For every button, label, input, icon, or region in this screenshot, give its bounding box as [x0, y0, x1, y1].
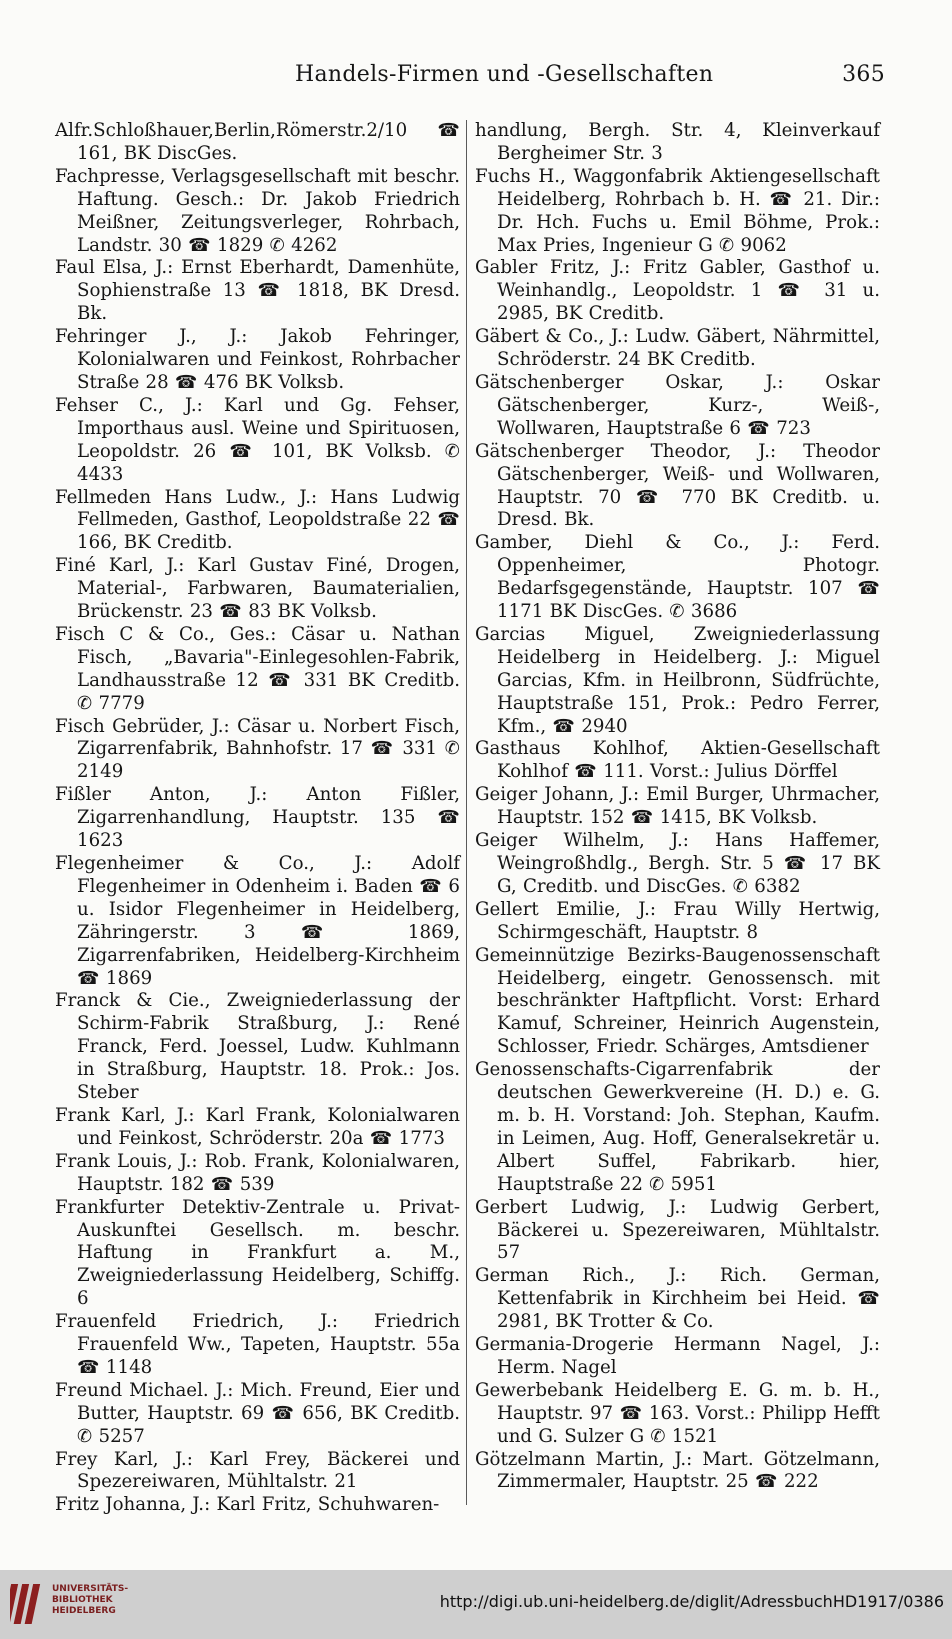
running-header: [55, 62, 885, 96]
directory-entry: Fuchs H., Waggonfabrik Aktiengesellschaft Heidelberg, Rohrbach b. H. ☎ 21. Dir.: Dr. Hch. Fuchs u. Emil Böhme, Prok.: Max Pries, Ingenieur G ✆ 9062: [475, 165, 880, 256]
directory-entry: Götzelmann Martin, J.: Mart. Götzelmann, Zimmermaler, Hauptstr. 25 ☎ 222: [475, 1448, 880, 1493]
page-title: Handels-Firmen und -Gesellschaften: [295, 62, 714, 87]
directory-entry: Finé Karl, J.: Karl Gustav Finé, Drogen, Material-, Farbwaren, Baumaterialien, Brückenstr. 23 ☎ 83 BK Volksb.: [55, 555, 460, 623]
directory-entry: Alfr.Schloßhauer,Berlin,Römerstr.2/10 ☎ 161, BK DiscGes.: [55, 120, 460, 164]
directory-entry: Gätschenberger Oskar, J.: Oskar Gätschenberger, Kurz-, Weiß-, Wollwaren, Hauptstraße 6 ☎ 723: [475, 371, 880, 439]
page-number: 365: [842, 62, 885, 87]
directory-entry: Fachpresse, Verlagsgesellschaft mit beschr. Haftung. Gesch.: Dr. Jakob Friedrich Meißner, Zeitungsverleger, Rohrbach, Landstr. 30 ☎ 1829 ✆ 4262: [55, 165, 460, 256]
directory-entry: Frey Karl, J.: Karl Frey, Bäckerei und Spezereiwaren, Mühltalstr. 21: [55, 1448, 460, 1493]
directory-entry: Frankfurter Detektiv-Zentrale u. Privat-Auskunftei Gesellsch. m. beschr. Haftung in Frankfurt a. M., Zweigniederlassung Heidelberg, Schiffg. 6: [55, 1196, 460, 1310]
directory-entry: Fehringer J., J.: Jakob Fehringer, Kolonialwaren und Feinkost, Rohrbacher Straße 28 ☎ 476 BK Volksb.: [55, 326, 460, 393]
source-url-link[interactable]: http://digi.ub.uni-heidelberg.de/diglit/AdressbuchHD1917/0386: [439, 1592, 944, 1611]
directory-entry: Frauenfeld Friedrich, J.: Friedrich Frauenfeld Ww., Tapeten, Hauptstr. 55a ☎ 1148: [55, 1311, 460, 1378]
logo-line: BIBLIOTHEK: [52, 1595, 113, 1605]
directory-entry: Fehser C., J.: Karl und Gg. Fehser, Importhaus ausl. Weine und Spirituosen, Leopoldstr. 26 ☎ 101, BK Volksb. ✆ 4433: [55, 394, 460, 485]
logo-line: UNIVERSITÄTS-: [52, 1584, 129, 1594]
directory-entry: Gasthaus Kohlhof, Aktien-Gesellschaft Kohlhof ☎ 111. Vorst.: Julius Dörffel: [475, 738, 880, 783]
directory-entry: Gätschenberger Theodor, J.: Theodor Gätschenberger, Weiß- und Wollwaren, Hauptstr. 70 ☎ 770 BK Creditb. u. Dresd. Bk.: [475, 440, 880, 531]
directory-entry: Geiger Wilhelm, J.: Hans Haffemer, Weingroßhdlg., Bergh. Str. 5 ☎ 17 BK G, Creditb. und DiscGes. ✆ 6382: [475, 830, 880, 897]
directory-entry: Gamber, Diehl & Co., J.: Ferd. Oppenheimer, Photogr. Bedarfsgegenstände, Hauptstr. 107 ☎ 1171 BK DiscGes. ✆ 3686: [475, 532, 880, 623]
directory-entry: Fisch C & Co., Ges.: Cäsar u. Nathan Fisch, „Bavaria"-Einlegesohlen-Fabrik, Landhausstraße 12 ☎ 331 BK Creditb. ✆ 7779: [55, 623, 460, 714]
right-column: [475, 120, 880, 1494]
library-logo-text: [52, 1584, 128, 1617]
directory-entry: Frank Karl, J.: Karl Frank, Kolonialwaren und Feinkost, Schröderstr. 20a ☎ 1773: [55, 1104, 460, 1149]
directory-entry: German Rich., J.: Rich. German, Kettenfabrik in Kirchheim bei Heid. ☎ 2981, BK Trotter & Co.: [475, 1265, 880, 1333]
directory-entry: handlung, Bergh. Str. 4, Kleinverkauf Bergheimer Str. 3: [475, 120, 880, 164]
directory-entry: Garcias Miguel, Zweigniederlassung Heidelberg in Heidelberg. J.: Miguel Garcias, Kfm. in Heilbronn, Südfrüchte, Hauptstraße 151, Prok.: Pedro Ferrer, Kfm., ☎ 2940: [475, 623, 880, 737]
viewer-footer: [0, 1570, 952, 1639]
directory-entry: Fellmeden Hans Ludw., J.: Hans Ludwig Fellmeden, Gasthof, Leopoldstraße 22 ☎ 166, BK Creditb.: [55, 486, 460, 554]
column-divider: [466, 120, 467, 1505]
directory-entry: Gewerbebank Heidelberg E. G. m. b. H., Hauptstr. 97 ☎ 163. Vorst.: Philipp Hefft und G. Sulzer G ✆ 1521: [475, 1379, 880, 1447]
directory-entry: Fißler Anton, J.: Anton Fißler, Zigarrenhandlung, Hauptstr. 135 ☎ 1623: [55, 784, 460, 852]
directory-entry: Fisch Gebrüder, J.: Cäsar u. Norbert Fisch, Zigarrenfabrik, Bahnhofstr. 17 ☎ 331 ✆ 2149: [55, 715, 460, 783]
directory-entry: Gäbert & Co., J.: Ludw. Gäbert, Nährmittel, Schröderstr. 24 BK Creditb.: [475, 326, 880, 371]
left-column: [55, 120, 460, 1517]
directory-entry: Franck & Cie., Zweigniederlassung der Schirm-Fabrik Straßburg, J.: René Franck, Ferd. Joessel, Ludw. Kuhlmann in Straßburg, Hauptstr. 18. Prok.: Jos. Steber: [55, 990, 460, 1104]
directory-entry: Gabler Fritz, J.: Fritz Gabler, Gasthof u. Weinhandlg., Leopoldstr. 1 ☎ 31 u. 2985, BK Creditb.: [475, 257, 880, 325]
logo-line: HEIDELBERG: [52, 1606, 116, 1616]
directory-entry: Gellert Emilie, J.: Frau Willy Hertwig, Schirmgeschäft, Hauptstr. 8: [475, 898, 880, 943]
library-logo-icon: [10, 1580, 46, 1628]
directory-entry: Freund Michael. J.: Mich. Freund, Eier und Butter, Hauptstr. 69 ☎ 656, BK Creditb. ✆ 5257: [55, 1379, 460, 1447]
directory-entry: Frank Louis, J.: Rob. Frank, Kolonialwaren, Hauptstr. 182 ☎ 539: [55, 1150, 460, 1195]
directory-entry: Fritz Johanna, J.: Karl Fritz, Schuhwaren-: [55, 1494, 440, 1516]
directory-entry: Geiger Johann, J.: Emil Burger, Uhrmacher, Hauptstr. 152 ☎ 1415, BK Volksb.: [475, 784, 880, 829]
directory-entry: Faul Elsa, J.: Ernst Eberhardt, Damenhüte, Sophienstraße 13 ☎ 1818, BK Dresd. Bk.: [55, 257, 460, 325]
directory-entry: Gerbert Ludwig, J.: Ludwig Gerbert, Bäckerei u. Spezereiwaren, Mühltalstr. 57: [475, 1196, 880, 1264]
directory-entry: Germania-Drogerie Hermann Nagel, J.: Herm. Nagel: [475, 1334, 880, 1378]
directory-entry: Flegenheimer & Co., J.: Adolf Flegenheimer in Odenheim i. Baden ☎ 6 u. Isidor Flegenheimer in Heidelberg, Zähringerstr. 3 ☎ 1869, Zigarrenfabriken, Heidelberg-Kirchheim ☎ 1869: [55, 853, 460, 989]
directory-entry: Gemeinnützige Bezirks-Baugenossenschaft Heidelberg, eingetr. Genossensch. mit beschränkter Haftpflicht. Vorst: Erhard Kamuf, Schreiner, Heinrich Augenstein, Schlosser, Friedr. Schärges, Amtsdiener: [475, 944, 880, 1058]
directory-entry: Genossenschafts-Cigarrenfabrik der deutschen Gewerkvereine (H. D.) e. G. m. b. H. Vorstand: Joh. Stephan, Kaufm. in Leimen, Aug. Hoff, Generalsekretär u. Albert Suffel, Fabrikarb. hier, Hauptstraße 22 ✆ 5951: [475, 1059, 880, 1195]
